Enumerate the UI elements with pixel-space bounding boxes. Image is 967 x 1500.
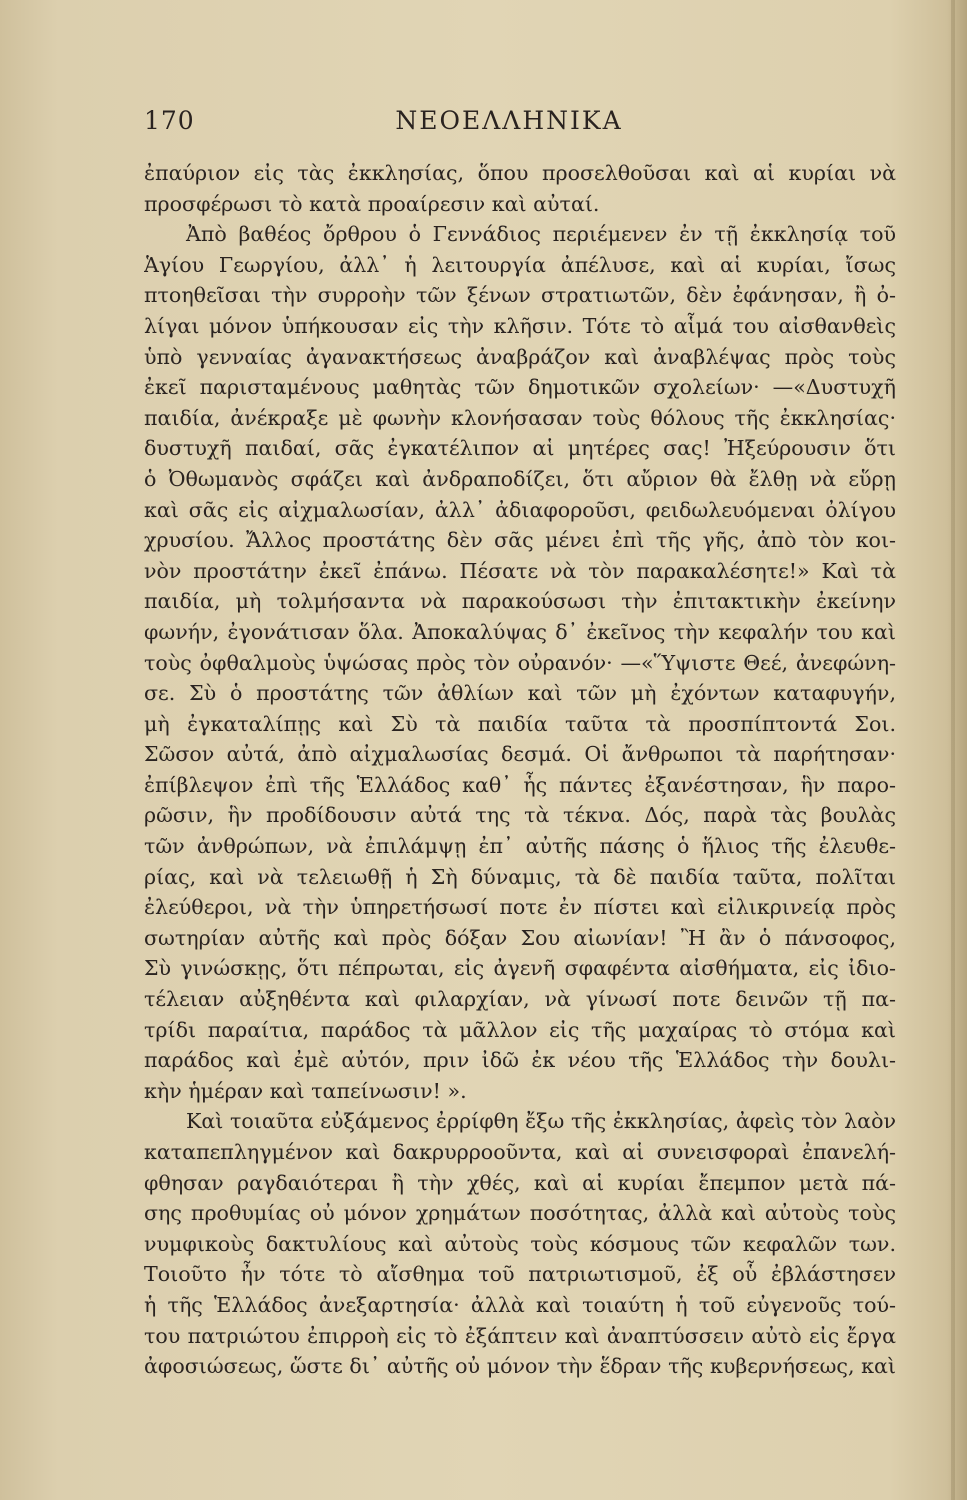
text-line: δυστυχῆ παιδαί, σᾶς ἐγκατέλιπον αἱ μητέρες σας! Ἠξεύρουσιν ὅτι — [144, 436, 896, 461]
text-line: ἐλεύθεροι, νὰ τὴν ὑπηρετήσωσί ποτε ἐν πίστει καὶ εἰλικρινείᾳ πρὸς — [144, 895, 896, 920]
text-line: ἡ τῆς Ἑλλάδος ἀνεξαρτησία· ἀλλὰ καὶ τοιαύτη ἡ τοῦ εὐγενοῦς τού- — [144, 1292, 896, 1317]
text-line: παιδία, μὴ τολμήσαντα νὰ παρακούσωσι τὴν ἐπιτακτικὴν ἐκείνην — [144, 589, 896, 614]
text-line: Τοιοῦτο ἦν τότε τὸ αἴσθημα τοῦ πατριωτισμοῦ, ἐξ οὗ ἐβλάστησεν — [144, 1262, 896, 1287]
page-edge — [947, 0, 967, 1500]
text-line: ὑπὸ γενναίας ἀγανακτήσεως ἀναβράζον καὶ ἀναβλέψας πρὸς τοὺς — [144, 344, 896, 369]
text-line: φθησαν ραγδαιότεραι ἢ τὴν χθές, καὶ αἱ κυρίαι ἔπεμπον μετὰ πά- — [144, 1170, 896, 1195]
text-line: σε. Σὺ ὁ προστάτης τῶν ἀθλίων καὶ τῶν μὴ ἐχόντων καταφυγήν, — [144, 681, 896, 706]
text-line: χρυσίου. Ἄλλος προστάτης δὲν σᾶς μένει ἐπὶ τῆς γῆς, ἀπὸ τὸν κοι- — [144, 528, 896, 553]
page-number: 170 — [144, 106, 195, 135]
text-line: λίγαι μόνον ὑπήκουσαν εἰς τὴν κλῆσιν. Τότε τὸ αἷμά του αἰσθανθεὶς — [144, 313, 896, 338]
text-line: Καὶ τοιαῦτα εὐξάμενος ἐρρίφθη ἔξω τῆς ἐκκλησίας, ἀφεὶς τὸν λαὸν — [186, 1109, 896, 1134]
text-line: ἐπίβλεψον ἐπὶ τῆς Ἑλλάδος καθ᾽ ἧς πάντες ἐξανέστησαν, ἣν παρο- — [144, 772, 896, 797]
text-line: τρίδι παραίτια, παράδος τὰ μᾶλλον εἰς τῆς μαχαίρας τὸ στόμα καὶ — [144, 1017, 896, 1042]
body-text — [144, 158, 896, 1448]
text-line: νὸν προστάτην ἐκεῖ ἐπάνω. Πέσατε νὰ τὸν παρακαλέσητε!» Καὶ τὰ — [144, 558, 896, 583]
text-line: Ἀπὸ βαθέος ὄρθρου ὁ Γεννάδιος περιέμενεν ἐν τῇ ἐκκλησίᾳ τοῦ — [186, 222, 896, 247]
text-line: φωνήν, ἐγονάτισαν ὅλα. Ἀποκαλύψας δ᾽ ἐκεῖνος τὴν κεφαλήν του καὶ — [144, 619, 896, 644]
text-line: Ἁγίου Γεωργίου, ἀλλ᾽ ἡ λειτουργία ἀπέλυσε, καὶ αἱ κυρίαι, ἴσως — [144, 252, 896, 277]
text-line: Σῶσον αὐτά, ἀπὸ αἰχμαλωσίας δεσμά. Οἱ ἄνθρωποι τὰ παρήτησαν· — [144, 742, 896, 767]
text-line: σωτηρίαν αὐτῆς καὶ πρὸς δόξαν Σου αἰωνίαν! Ἢ ἂν ὁ πάνσοφος, — [144, 925, 896, 950]
text-line: ρῶσιν, ἣν προδίδουσιν αὐτά της τὰ τέκνα. Δός, παρὰ τὰς βουλὰς — [144, 803, 896, 828]
text-line: τοὺς ὀφθαλμοὺς ὑψώσας πρὸς τὸν οὐρανόν· —«Ὕψιστε Θεέ, ἀνεφώνη- — [144, 650, 896, 675]
page-header — [144, 106, 874, 138]
text-line: μὴ ἐγκαταλίπῃς καὶ Σὺ τὰ παιδία ταῦτα τὰ προσπίπτοντά Σοι. — [144, 711, 896, 736]
text-line: κὴν ἡμέραν καὶ ταπείνωσιν! ». — [144, 1078, 467, 1103]
text-line: πτοηθεῖσαι τὴν συρροὴν τῶν ξένων στρατιωτῶν, δὲν ἐφάνησαν, ἢ ὀ- — [144, 283, 896, 308]
text-line: νυμφικοὺς δακτυλίους καὶ αὐτοὺς τοὺς κόσμους τῶν κεφαλῶν των. — [144, 1231, 896, 1256]
text-line: Σὺ γινώσκῃς, ὅτι πέπρωται, εἰς ἀγενῆ σφαφέντα αἰσθήματα, εἰς ἰδιο- — [144, 956, 896, 981]
text-line: ἐπαύριον εἰς τὰς ἐκκλησίας, ὅπου προσελθοῦσαι καὶ αἱ κυρίαι νὰ — [144, 161, 896, 185]
text-line: ἀφοσιώσεως, ὥστε δι᾽ αὐτῆς οὐ μόνον τὴν ἕδραν τῆς κυβερνήσεως, καὶ — [144, 1354, 896, 1379]
text-line: τῶν ἀνθρώπων, νὰ ἐπιλάμψῃ ἐπ᾽ αὐτῆς πάσης ὁ ἥλιος τῆς ἐλευθε- — [144, 834, 896, 859]
text-line: καὶ σᾶς εἰς αἰχμαλωσίαν, ἀλλ᾽ ἀδιαφοροῦσι, φειδωλευόμεναι ὀλίγου — [144, 497, 896, 522]
text-line: ρίας, καὶ νὰ τελειωθῇ ἡ Σὴ δύναμις, τὰ δὲ παιδία ταῦτα, πολῖται — [144, 864, 896, 889]
text-line: παράδος καὶ ἐμὲ αὐτόν, πριν ἰδῶ ἐκ νέου τῆς Ἑλλάδος τὴν δουλι- — [144, 1048, 896, 1073]
text-line: του πατριώτου ἐπιρροὴ εἰς τὸ ἐξάπτειν καὶ ἀναπτύσσειν αὐτὸ εἰς ἔργα — [144, 1323, 896, 1348]
running-title: ΝΕΟΕΛΛΗΝΙΚΑ — [395, 106, 623, 135]
text-line: τέλειαν αὐξηθέντα καὶ φιλαρχίαν, νὰ γίνωσί ποτε δεινῶν τῇ πα- — [144, 987, 896, 1012]
text-line: σης προθυμίας οὐ μόνον χρημάτων ποσότητας, ἀλλὰ καὶ αὐτοὺς τοὺς — [144, 1201, 896, 1226]
text-line: ἐκεῖ παρισταμένους μαθητὰς τῶν δημοτικῶν σχολείων· —«Δυστυχῆ — [144, 375, 896, 400]
text-line: ὁ Ὀθωμανὸς σφάζει καὶ ἀνδραποδίζει, ὅτι αὔριον θὰ ἔλθῃ νὰ εὕρῃ — [144, 466, 896, 491]
text-line: προσφέρωσι τὸ κατὰ προαίρεσιν καὶ αὐταί. — [144, 191, 600, 216]
text-line: παιδία, ἀνέκραξε μὲ φωνὴν κλονήσασαν τοὺς θόλους τῆς ἐκκλησίας· — [144, 405, 896, 430]
text-line: καταπεπληγμένον καὶ δακρυρροοῦντα, καὶ αἱ συνεισφοραὶ ἐπανελή- — [144, 1140, 896, 1164]
